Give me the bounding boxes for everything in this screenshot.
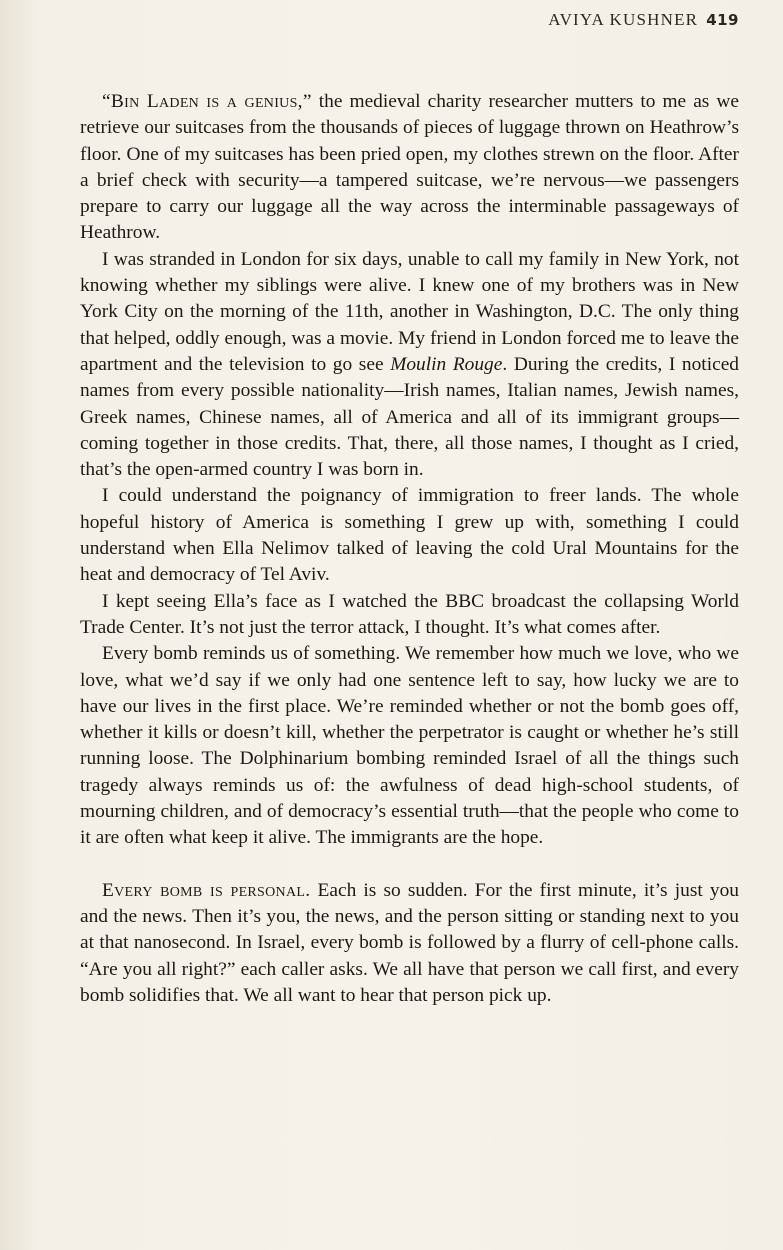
paragraph-1-lead: “Bin Laden is a genius,” bbox=[102, 91, 312, 112]
paragraph-6-text: Each is so sudden. For the first minute, it’s just you and the news. Then it’s you, the news, and the person sitting or standing next to you at that nanosecond. In Israel, every bomb is followed by a flurry of cell-phone calls. “Are you all right?” each caller asks. We all have that person we call first, and every bomb solidifies that. We all want to hear that person pick up. bbox=[80, 879, 739, 1006]
paragraph-3: I could understand the poignancy of immigration to freer lands. The whole hopeful history of America is something I grew up with, something I could understand when Ella Nelimov talked of leaving the cold Ural Mountains for the heat and democracy of Tel Aviv. bbox=[80, 485, 739, 586]
running-head-author: AVIYA KUSHNER bbox=[548, 10, 699, 29]
running-head bbox=[548, 10, 739, 30]
paragraph-1-text: the medieval charity researcher mutters to me as we retrieve our suitcases from the thousands of pieces of luggage thrown on Heathrow’s floor. One of my suitcases has been pried open, my clothes strewn on the floor. After a brief check with security—a tampered suitcase, we’re nervous—we passengers prepare to carry our luggage all the way across the interminable passageways of Heathrow. bbox=[80, 91, 739, 244]
paragraph-4: I kept seeing Ella’s face as I watched the BBC broadcast the collapsing World Trade Center. It’s not just the terror attack, I thought. It’s what comes after. bbox=[80, 590, 739, 638]
film-title: Moulin Rouge bbox=[390, 353, 503, 375]
paragraph-2-text-before: I was stranded in London for six days, unable to call my family in New York, not knowing whether my siblings were alive. I knew one of my brothers was in New York City on the morning of the 11th, another in Washington, D.C. The only thing that helped, oddly enough, was a movie. My friend in London forced me to leave the apartment and the television to go see bbox=[80, 248, 739, 375]
paragraph-2 bbox=[80, 247, 739, 484]
page-number: 419 bbox=[706, 11, 739, 29]
paragraph-1 bbox=[80, 89, 739, 247]
paragraph-5: Every bomb reminds us of something. We remember how much we love, who we love, what we’d say if we only had one sentence left to say, how lucky we are to have our lives in the first place. We’re reminded whether or not the bomb goes off, whether it kills or doesn’t kill, whether the perpetrator is caught or whether he’s still running loose. The Dolphinarium bombing reminded Israel of all the things such tragedy always reminds us of: the awfulness of dead high-school students, of mourning children, and of democracy’s essential truth—that the people who come to it are often what keep it alive. The immigrants are the hope. bbox=[80, 643, 739, 849]
paragraph-2-text-after: . During the credits, I noticed names from every possible nationality—Irish names, Italian names, Jewish names, Greek names, Chinese names, all of America and all of its immigrant groups—coming together in those credits. That, there, all those names, I thought as I cried, that’s the open-armed country I was born in. bbox=[80, 353, 739, 481]
paragraph-6-lead: Every bomb is personal. bbox=[102, 879, 311, 901]
paragraph-6 bbox=[80, 878, 739, 1009]
body-text bbox=[80, 89, 739, 1009]
